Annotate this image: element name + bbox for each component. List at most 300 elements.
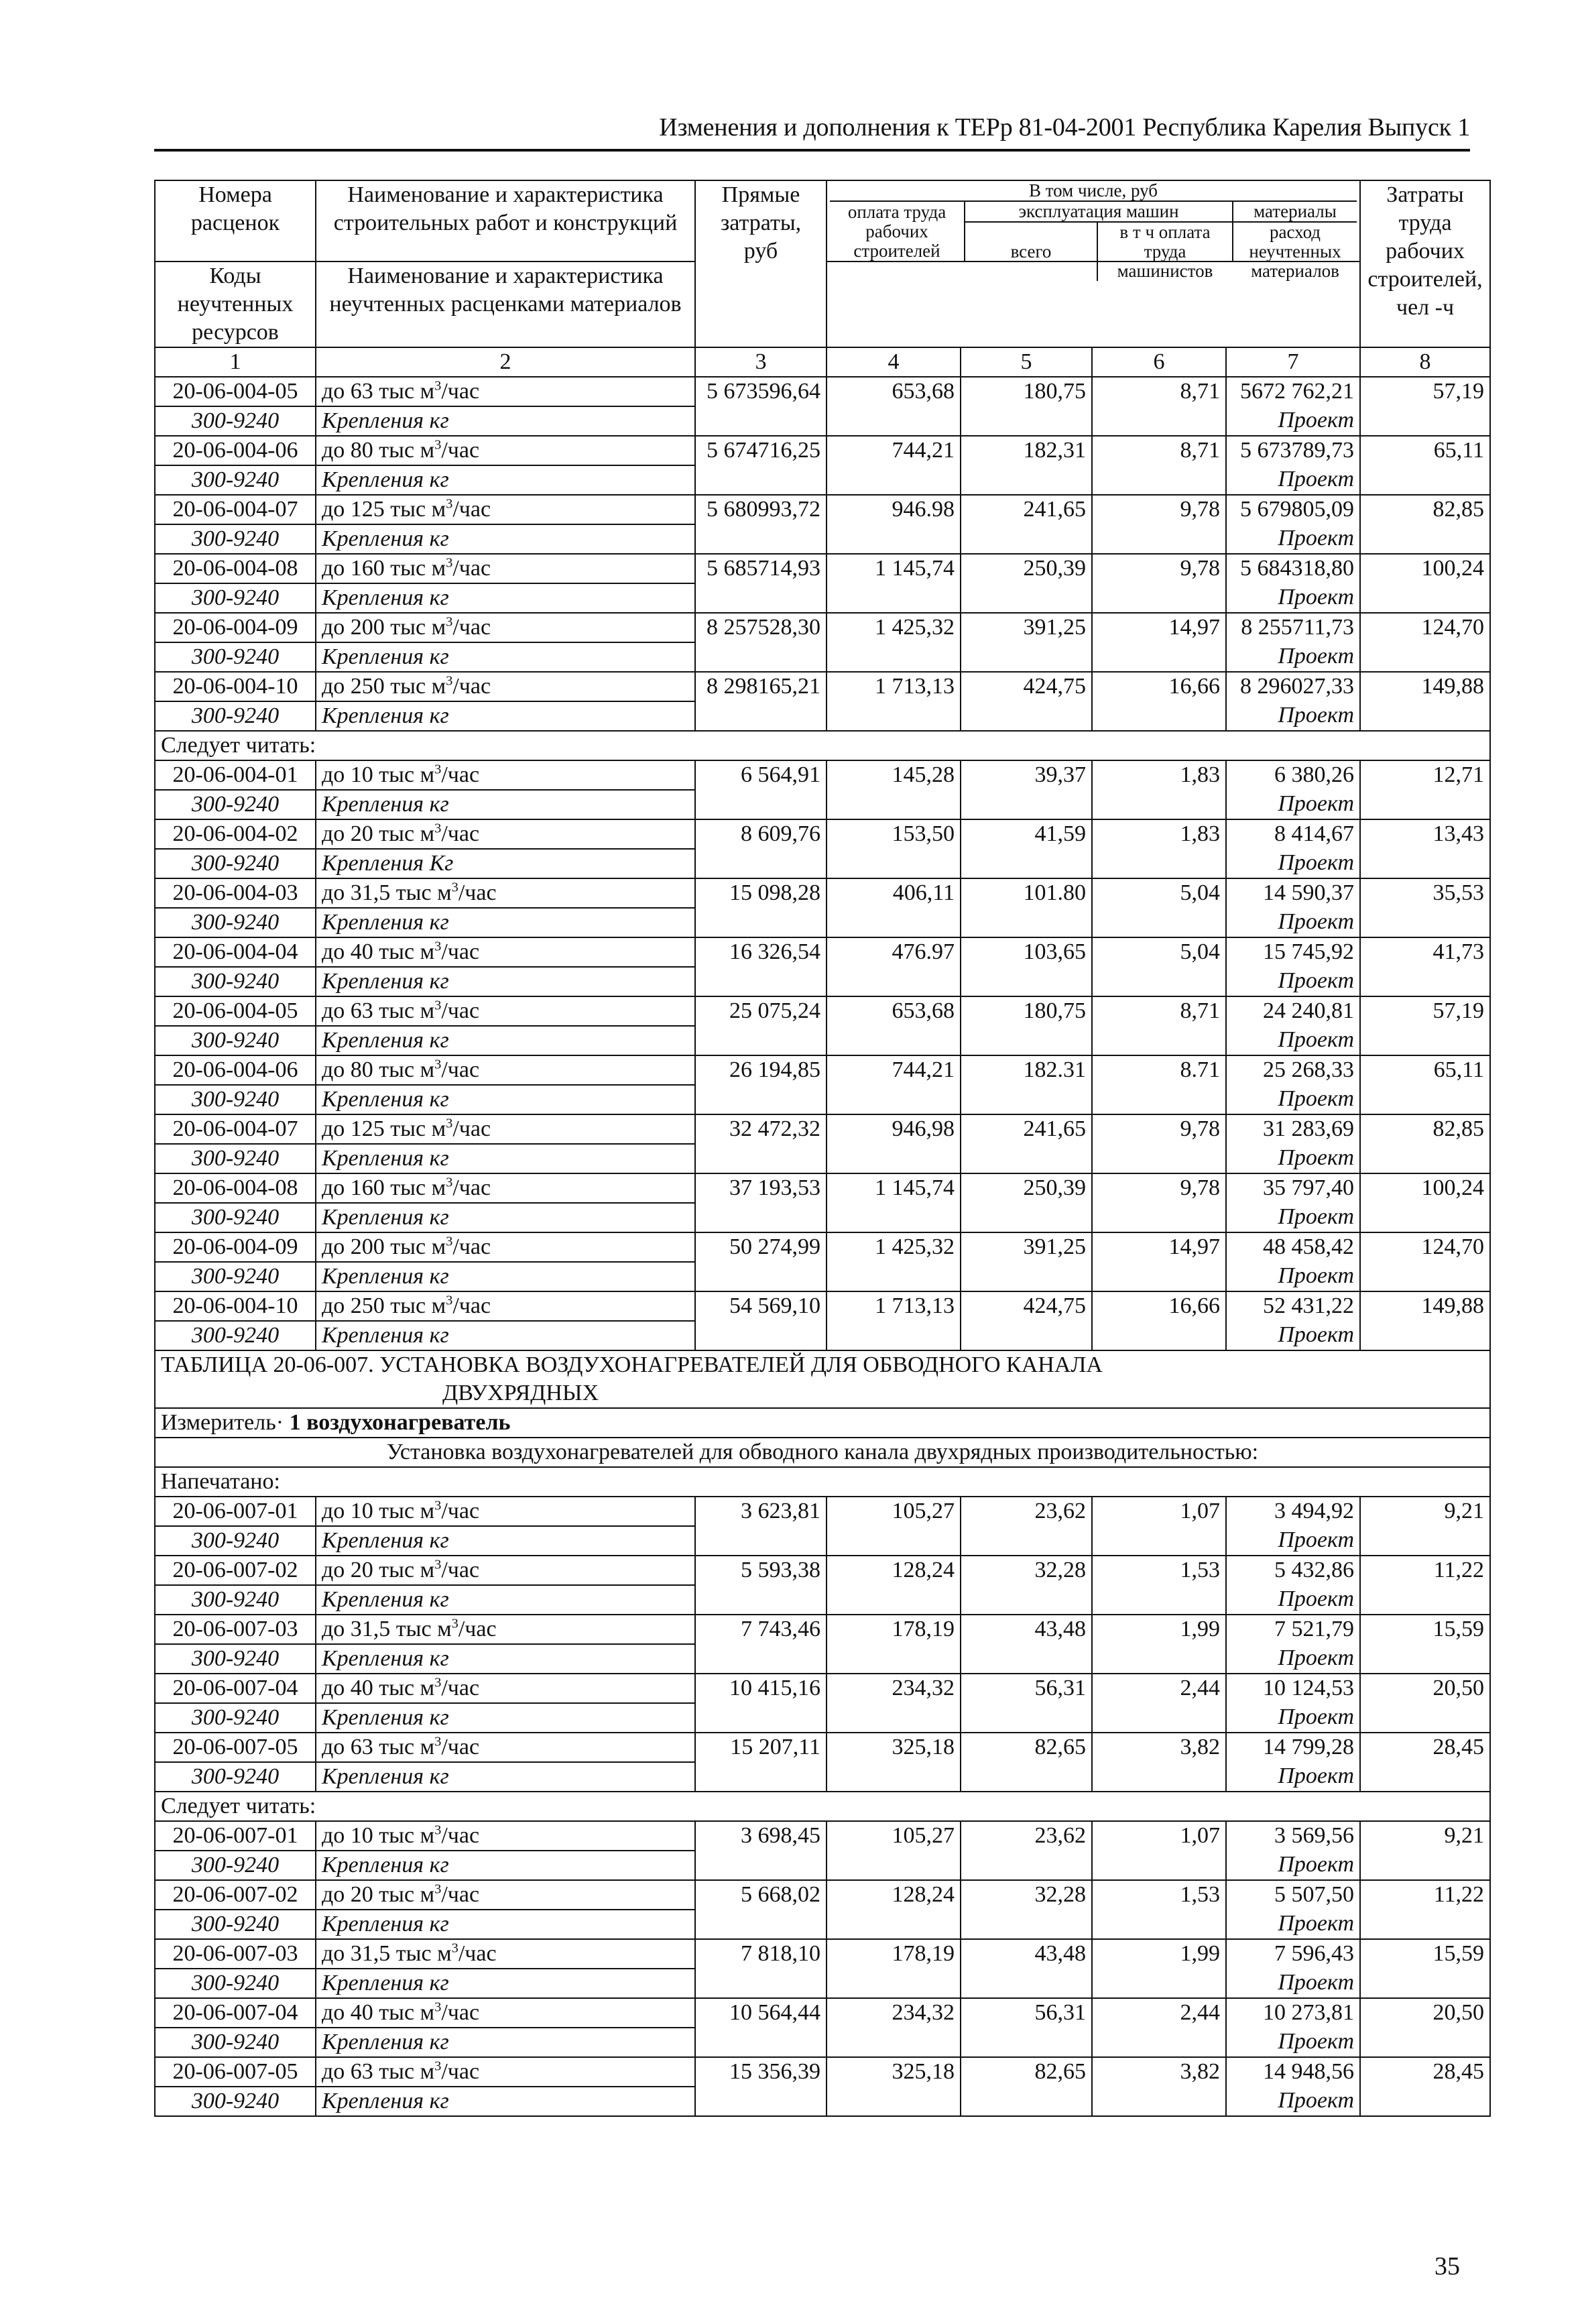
col-including-label: В том числе, руб (830, 181, 1357, 202)
materials-cost: 7 596,43 (1226, 1939, 1360, 1969)
table-row (155, 1055, 1490, 1085)
rate-code: 20-06-004-09 (155, 1232, 316, 1262)
labor-cost: 653,68 (827, 377, 961, 436)
unit-suffix: /час (441, 1558, 480, 1582)
unit-suffix: /час (441, 998, 480, 1023)
labor-hours: 57,19 (1360, 377, 1490, 436)
labor-cost: 234,32 (827, 1998, 961, 2057)
machines-labor: 8,71 (1092, 377, 1226, 436)
material-project: Проект (1226, 1144, 1360, 1173)
rate-code: 20-06-004-09 (155, 613, 316, 642)
section-label: Следует читать: (155, 731, 1490, 760)
unit-exponent: 3 (434, 821, 442, 836)
machines-labor: 3,82 (1092, 1733, 1226, 1792)
direct-cost: 15 207,11 (695, 1733, 827, 1792)
unit-m3: м (420, 1499, 435, 1523)
unit-exponent: 3 (434, 1881, 442, 1897)
material-name: Крепления кг (316, 701, 695, 731)
work-name-text: до 10 тыс (322, 762, 420, 787)
rate-code: 20-06-004-04 (155, 937, 316, 967)
labor-cost: 325,18 (827, 1733, 961, 1792)
unit-suffix: /час (441, 1882, 480, 1907)
rate-code: 20-06-004-05 (155, 377, 316, 406)
work-name (316, 672, 695, 701)
material-project: Проект (1226, 1526, 1360, 1556)
labor-hours: 41,73 (1360, 937, 1490, 996)
table-row (155, 1733, 1490, 1762)
direct-cost: 50 274,99 (695, 1232, 827, 1291)
table-row (155, 1173, 1490, 1203)
materials-cost: 25 268,33 (1226, 1055, 1360, 1085)
unit-suffix: /час (441, 821, 480, 846)
unit-m3: м (431, 1116, 446, 1141)
materials-cost: 14 799,28 (1226, 1733, 1360, 1762)
col-materials-sub: расход неучтенных материалов (1249, 222, 1341, 281)
material-name: Крепления кг (316, 583, 695, 613)
resource-code: 300-9240 (155, 642, 316, 672)
labor-hours: 20,50 (1360, 1674, 1490, 1733)
table-row (155, 1497, 1490, 1526)
col-name-bottom: Наименование и характеристика неучтенных расценками материалов (316, 262, 695, 347)
labor-cost: 105,27 (827, 1497, 961, 1556)
section-label: Напечатано: (155, 1467, 1490, 1497)
machines-total: 391,25 (961, 1232, 1092, 1291)
direct-cost: 8 298165,21 (695, 672, 827, 731)
labor-hours: 9,21 (1360, 1497, 1490, 1556)
unit-exponent: 3 (434, 1822, 442, 1838)
materials-cost: 3 494,92 (1226, 1497, 1360, 1526)
machines-total: 182,31 (961, 436, 1092, 495)
work-name-text: до 125 тыс (322, 1116, 432, 1141)
direct-cost: 8 257528,30 (695, 613, 827, 672)
work-name-text: до 40 тыс (322, 2000, 420, 2025)
labor-cost: 105,27 (827, 1821, 961, 1880)
machines-labor: 9,78 (1092, 554, 1226, 613)
material-project: Проект (1226, 1203, 1360, 1232)
table-row (155, 878, 1490, 908)
table-row (155, 996, 1490, 1026)
rate-code: 20-06-004-06 (155, 1055, 316, 1085)
work-name (316, 996, 695, 1026)
material-project: Проект (1226, 2028, 1360, 2057)
unit-suffix: /час (452, 615, 491, 640)
machines-total: 241,65 (961, 495, 1092, 554)
machines-total: 180,75 (961, 996, 1092, 1055)
labor-hours: 20,50 (1360, 1998, 1490, 2057)
table-row (155, 819, 1490, 849)
rate-code: 20-06-007-03 (155, 1939, 316, 1969)
table-row (155, 672, 1490, 701)
material-project: Проект (1226, 790, 1360, 819)
table-row (155, 1998, 1490, 2028)
table-row (155, 1939, 1490, 1969)
materials-cost: 48 458,42 (1226, 1232, 1360, 1262)
material-name: Крепления кг (316, 967, 695, 996)
labor-cost: 1 145,74 (827, 554, 961, 613)
materials-cost: 5 432,86 (1226, 1556, 1360, 1585)
labor-cost: 744,21 (827, 436, 961, 495)
machines-labor: 1,99 (1092, 1615, 1226, 1674)
unit-m3: м (420, 998, 435, 1023)
resource-code: 300-9240 (155, 849, 316, 878)
rate-code: 20-06-007-04 (155, 1998, 316, 2028)
table-row (155, 1556, 1490, 1585)
table-body (155, 377, 1490, 2116)
direct-cost: 15 098,28 (695, 878, 827, 937)
material-name: Крепления кг (316, 790, 695, 819)
unit-exponent: 3 (446, 496, 453, 512)
material-project: Проект (1226, 849, 1360, 878)
table-title-line-2: ДВУХРЯДНЫХ (442, 1381, 599, 1405)
unit-exponent: 3 (446, 1175, 453, 1190)
machines-labor: 9,78 (1092, 495, 1226, 554)
rate-code: 20-06-007-01 (155, 1497, 316, 1526)
machines-labor: 1,53 (1092, 1556, 1226, 1615)
work-name-text: до 250 тыс (322, 1293, 432, 1318)
table-row (155, 760, 1490, 790)
material-project: Проект (1226, 1851, 1360, 1880)
material-name: Крепления кг (316, 1144, 695, 1173)
work-name (316, 1173, 695, 1203)
material-name: Крепления Кг (316, 849, 695, 878)
machines-total: 182.31 (961, 1055, 1092, 1114)
direct-cost: 15 356,39 (695, 2057, 827, 2116)
labor-cost: 1 425,32 (827, 613, 961, 672)
unit-exponent: 3 (434, 1734, 442, 1749)
materials-cost: 52 431,22 (1226, 1291, 1360, 1321)
direct-cost: 7 818,10 (695, 1939, 827, 1998)
unit-m3: м (420, 939, 435, 964)
direct-cost: 3 623,81 (695, 1497, 827, 1556)
direct-cost: 5 674716,25 (695, 436, 827, 495)
machines-labor: 8,71 (1092, 436, 1226, 495)
unit-m3: м (431, 497, 446, 522)
direct-cost: 10 415,16 (695, 1674, 827, 1733)
rate-code: 20-06-007-02 (155, 1880, 316, 1910)
work-name (316, 1821, 695, 1851)
unit-m3: м (431, 1175, 446, 1200)
work-name-text: до 20 тыс (322, 1882, 420, 1907)
direct-cost: 16 326,54 (695, 937, 827, 996)
rate-code: 20-06-007-04 (155, 1674, 316, 1703)
labor-cost: 153,50 (827, 819, 961, 878)
rate-code: 20-06-004-10 (155, 672, 316, 701)
material-name: Крепления кг (316, 524, 695, 554)
unit-exponent: 3 (446, 1293, 453, 1308)
work-name-text: до 10 тыс (322, 1499, 420, 1523)
direct-cost: 32 472,32 (695, 1114, 827, 1173)
unit-m3: м (437, 1617, 452, 1641)
section-label-row (155, 1467, 1490, 1497)
col-code-top: Номера расценок (155, 180, 316, 262)
machines-labor: 5,04 (1092, 878, 1226, 937)
labor-cost: 946,98 (827, 1114, 961, 1173)
unit-suffix: /час (458, 1941, 497, 1966)
work-name (316, 1615, 695, 1644)
material-project: Проект (1226, 701, 1360, 731)
labor-cost: 946.98 (827, 495, 961, 554)
labor-cost: 744,21 (827, 1055, 961, 1114)
table-row (155, 2057, 1490, 2087)
unit-m3: м (420, 2059, 435, 2084)
direct-cost: 6 564,91 (695, 760, 827, 819)
material-project: Проект (1226, 465, 1360, 495)
resource-code: 300-9240 (155, 583, 316, 613)
unit-exponent: 3 (434, 1557, 442, 1572)
meter-label: Измеритель· (161, 1410, 284, 1435)
unit-suffix: /час (452, 674, 491, 699)
machines-total: 56,31 (961, 1674, 1092, 1733)
rate-code: 20-06-007-02 (155, 1556, 316, 1585)
work-name-text: до 40 тыс (322, 939, 420, 964)
materials-cost: 14 590,37 (1226, 878, 1360, 908)
work-name (316, 1232, 695, 1262)
resource-code: 300-9240 (155, 1262, 316, 1291)
material-project: Проект (1226, 1585, 1360, 1615)
machines-labor: 9,78 (1092, 1173, 1226, 1232)
materials-cost: 15 745,92 (1226, 937, 1360, 967)
col-direct: Прямые затраты, руб (695, 180, 827, 347)
material-name: Крепления кг (316, 1969, 695, 1998)
work-name (316, 1556, 695, 1585)
work-name-text: до 63 тыс (322, 998, 420, 1023)
table-row (155, 554, 1490, 583)
material-project: Проект (1226, 642, 1360, 672)
work-name-text: до 200 тыс (322, 1234, 432, 1259)
labor-hours: 82,85 (1360, 1114, 1490, 1173)
labor-cost: 325,18 (827, 2057, 961, 2116)
rate-code: 20-06-007-05 (155, 2057, 316, 2087)
material-name: Крепления кг (316, 1910, 695, 1939)
labor-cost: 128,24 (827, 1880, 961, 1939)
direct-cost: 26 194,85 (695, 1055, 827, 1114)
unit-suffix: /час (458, 880, 497, 905)
rate-code: 20-06-004-07 (155, 495, 316, 524)
unit-exponent: 3 (434, 998, 442, 1013)
materials-cost: 35 797,40 (1226, 1173, 1360, 1203)
machines-total: 39,37 (961, 760, 1092, 819)
materials-cost: 5 507,50 (1226, 1880, 1360, 1910)
unit-m3: м (420, 1558, 435, 1582)
direct-cost: 5 680993,72 (695, 495, 827, 554)
unit-m3: м (420, 762, 435, 787)
labor-cost: 653,68 (827, 996, 961, 1055)
direct-cost: 5 593,38 (695, 1556, 827, 1615)
material-project: Проект (1226, 2087, 1360, 2116)
unit-suffix: /час (441, 2059, 480, 2084)
table-title-row (155, 1350, 1490, 1408)
unit-exponent: 3 (446, 673, 453, 689)
unit-m3: м (420, 1823, 435, 1848)
rate-code: 20-06-004-10 (155, 1291, 316, 1321)
work-name-text: до 250 тыс (322, 674, 432, 699)
labor-hours: 15,59 (1360, 1939, 1490, 1998)
material-name: Крепления кг (316, 1085, 695, 1114)
machines-labor: 1,53 (1092, 1880, 1226, 1939)
labor-cost: 128,24 (827, 1556, 961, 1615)
machines-total: 180,75 (961, 377, 1092, 436)
work-name (316, 1998, 695, 2028)
machines-total: 32,28 (961, 1880, 1092, 1939)
machines-total: 56,31 (961, 1998, 1092, 2057)
col-labor: оплата труда рабочих строителей (830, 202, 965, 261)
resource-code: 300-9240 (155, 1526, 316, 1556)
resource-code: 300-9240 (155, 967, 316, 996)
unit-suffix: /час (441, 1057, 480, 1082)
rate-code: 20-06-007-01 (155, 1821, 316, 1851)
machines-total: 101.80 (961, 878, 1092, 937)
work-name (316, 1114, 695, 1144)
labor-hours: 28,45 (1360, 1733, 1490, 1792)
col-number: 1 (155, 347, 316, 377)
work-name (316, 1291, 695, 1321)
unit-suffix: /час (452, 497, 491, 522)
unit-exponent: 3 (434, 1057, 442, 1072)
table-row (155, 1615, 1490, 1644)
unit-suffix: /час (441, 939, 480, 964)
table-row (155, 1674, 1490, 1703)
material-name: Крепления кг (316, 1585, 695, 1615)
resource-code: 300-9240 (155, 1703, 316, 1733)
work-name (316, 1939, 695, 1969)
unit-m3: м (431, 556, 446, 581)
unit-suffix: /час (452, 1293, 491, 1318)
unit-exponent: 3 (434, 1675, 442, 1690)
material-project: Проект (1226, 1026, 1360, 1055)
col-number: 7 (1226, 347, 1360, 377)
machines-labor: 1,83 (1092, 819, 1226, 878)
work-name (316, 878, 695, 908)
material-project: Проект (1226, 1969, 1360, 1998)
labor-hours: 149,88 (1360, 1291, 1490, 1350)
material-project: Проект (1226, 908, 1360, 937)
machines-total: 82,65 (961, 1733, 1092, 1792)
machines-labor: 2,44 (1092, 1998, 1226, 2057)
labor-cost: 234,32 (827, 1674, 961, 1733)
table-row (155, 1114, 1490, 1144)
resource-code: 300-9240 (155, 2087, 316, 2116)
direct-cost: 5 685714,93 (695, 554, 827, 613)
work-name-text: до 10 тыс (322, 1823, 420, 1848)
resource-code: 300-9240 (155, 1144, 316, 1173)
unit-suffix: /час (441, 1823, 480, 1848)
material-project: Проект (1226, 1910, 1360, 1939)
unit-m3: м (431, 615, 446, 640)
work-name-text: до 80 тыс (322, 1057, 420, 1082)
resource-code: 300-9240 (155, 1026, 316, 1055)
work-name (316, 1497, 695, 1526)
materials-cost: 8 296027,33 (1226, 672, 1360, 701)
work-name (316, 436, 695, 465)
machines-total: 241,65 (961, 1114, 1092, 1173)
material-name: Крепления кг (316, 1526, 695, 1556)
unit-m3: м (420, 1882, 435, 1907)
col-number: 5 (961, 347, 1092, 377)
work-name-text: до 160 тыс (322, 1175, 432, 1200)
labor-hours: 12,71 (1360, 760, 1490, 819)
direct-cost: 7 743,46 (695, 1615, 827, 1674)
material-name: Крепления кг (316, 908, 695, 937)
work-name (316, 613, 695, 642)
direct-cost: 37 193,53 (695, 1173, 827, 1232)
unit-suffix: /час (441, 1735, 480, 1759)
unit-suffix: /час (441, 438, 480, 463)
labor-hours: 35,53 (1360, 878, 1490, 937)
machines-total: 23,62 (961, 1497, 1092, 1556)
resource-code: 300-9240 (155, 1085, 316, 1114)
work-name (316, 1733, 695, 1762)
materials-cost: 5 679805,09 (1226, 495, 1360, 524)
labor-hours: 28,45 (1360, 2057, 1490, 2116)
unit-m3: м (420, 1057, 435, 1082)
labor-hours: 124,70 (1360, 613, 1490, 672)
unit-suffix: /час (452, 1175, 491, 1200)
material-project: Проект (1226, 1262, 1360, 1291)
material-name: Крепления кг (316, 1703, 695, 1733)
work-name-text: до 160 тыс (322, 556, 432, 581)
material-name: Крепления кг (316, 1644, 695, 1674)
section-label-row (155, 731, 1490, 760)
machines-total: 32,28 (961, 1556, 1092, 1615)
work-name (316, 377, 695, 406)
unit-exponent: 3 (434, 437, 442, 453)
labor-hours: 100,24 (1360, 554, 1490, 613)
col-machines-total: всего (965, 223, 1098, 281)
machines-total: 43,48 (961, 1615, 1092, 1674)
resource-code: 300-9240 (155, 2028, 316, 2057)
work-name-text: до 40 тыс (322, 1676, 420, 1700)
unit-exponent: 3 (434, 2058, 442, 2074)
material-project: Проект (1226, 406, 1360, 436)
work-name (316, 554, 695, 583)
unit-m3: м (420, 1676, 435, 1700)
machines-total: 103,65 (961, 937, 1092, 996)
material-project: Проект (1226, 1321, 1360, 1350)
material-name: Крепления кг (316, 1026, 695, 1055)
labor-cost: 145,28 (827, 760, 961, 819)
col-machines-labor: в т ч оплата труда машинистов (1117, 222, 1213, 281)
labor-hours: 57,19 (1360, 996, 1490, 1055)
resource-code: 300-9240 (155, 790, 316, 819)
labor-cost: 476.97 (827, 937, 961, 996)
material-project: Проект (1226, 1762, 1360, 1792)
machines-labor: 1,99 (1092, 1939, 1226, 1998)
labor-hours: 82,85 (1360, 495, 1490, 554)
resource-code: 300-9240 (155, 1644, 316, 1674)
table-row (155, 1291, 1490, 1321)
materials-cost: 8 414,67 (1226, 819, 1360, 849)
machines-total: 43,48 (961, 1939, 1092, 1998)
meter-unit: 1 воздухонагреватель (289, 1410, 511, 1435)
rate-code: 20-06-004-01 (155, 760, 316, 790)
section-label: Следует читать: (155, 1792, 1490, 1821)
unit-exponent: 3 (434, 1999, 442, 2015)
labor-hours: 65,11 (1360, 1055, 1490, 1114)
direct-cost: 5 673596,64 (695, 377, 827, 436)
materials-cost: 14 948,56 (1226, 2057, 1360, 2087)
work-name-text: до 63 тыс (322, 2059, 420, 2084)
unit-suffix: /час (441, 2000, 480, 2025)
machines-labor: 1,83 (1092, 760, 1226, 819)
resource-code: 300-9240 (155, 1969, 316, 1998)
material-project: Проект (1226, 1703, 1360, 1733)
work-name-text: до 31,5 тыс (322, 880, 438, 905)
direct-cost: 54 569,10 (695, 1291, 827, 1350)
unit-m3: м (420, 821, 435, 846)
price-table (154, 180, 1491, 2117)
direct-cost: 3 698,45 (695, 1821, 827, 1880)
unit-m3: м (431, 1234, 446, 1259)
